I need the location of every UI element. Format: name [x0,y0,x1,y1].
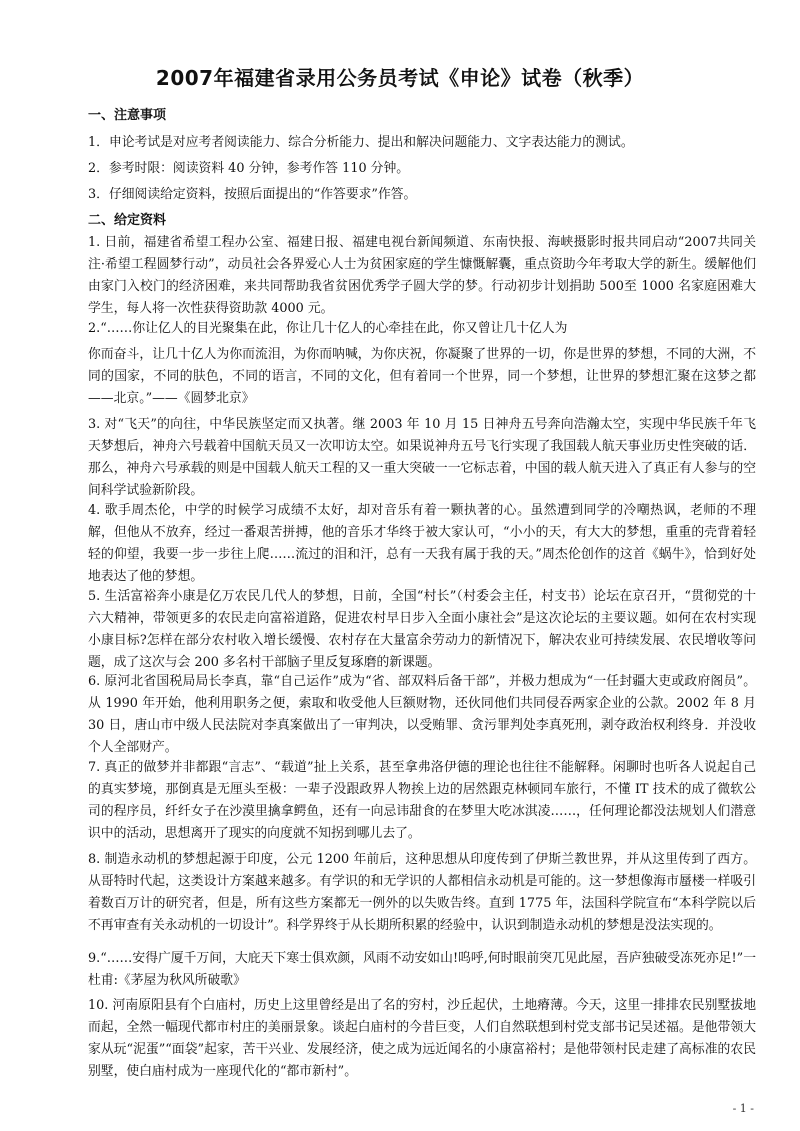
material-paragraph: 5. 生活富裕奔小康是亿万农民几代人的梦想，日前，全国“村长”（村委会主任，村支书）论坛在京召开，“贯彻党的十六大精神，带领更多的农民走向富裕道路，促进农村早日步入全面小康社会”是这次论坛的主要议题。如何在农村实现小康目标?怎样在部分农村收入增长缓慢、农村存在大量富余劳动力的新情况下，解决农业可持续发展、农民增收等问题，成了这次与会 200 多名村干部脑子里反复琢磨的新课题。 [88,589,756,670]
material-paragraph: 1. 日前，福建省希望工程办公室、福建日报、福建电视台新闻频道、东南快报、海峡摄影时报共同启动“2007共同关注·希望工程圆梦行动”，动员社会各界爱心人士为贫困家庭的学生慷慨解囊，重点资助今年考取大学的新生。缓解他们由家门入校门的经济困难，来共同帮助我省贫困优秀学子圆大学的梦。行动初步计划捐助 500至 1000 名家庭困难大学生，每人将一次性获得资助款 4000 元。 [88,235,756,316]
section-heading-notes: 一、注意事项 [88,108,167,123]
material-paragraph: 6. 原河北省国税局局长李真，靠“自己运作”成为“省、部双料后备干部”，并极力想成为“一任封疆大吏或政府阁员”。从 1990 年开始，他利用职务之便，索取和收受他人巨额财物，还伙同他们共同侵吞两家企业的公款。2002 年 8 月 30 日，唐山市中级人民法院对李真案做出了一审判决，以受贿罪、贪污罪判处李真死刑，剥夺政治权利终身．并没收个人全部财产。 [88,674,756,755]
note-item: 2．参考时限：阅读资料 40 分钟，参考作答 110 分钟。 [88,161,410,176]
page-title: 2007年福建省录用公务员考试《申论》试卷（秋季） [155,66,645,90]
note-item: 3．仔细阅读给定资料，按照后面提出的“作答要求”作答。 [88,187,417,202]
material-paragraph: 4. 歌手周杰伦，中学的时候学习成绩不太好，却对音乐有着一颗执著的心。虽然遭到同学的冷嘲热讽，老师的不理解，但他从不放弃，经过一番艰苦拼搏，他的音乐才华终于被大家认可，“小小的天，有大大的梦想，重重的壳背着轻轻的仰望，我要一步一步往上爬……流过的泪和汗，总有一天我有属于我的天。”周杰伦创作的这首《蜗牛》，恰到好处地表达了他的梦想。 [88,503,756,584]
material-paragraph: 7. 真正的做梦并非都跟“言志”、“载道”扯上关系，甚至拿弗洛伊德的理论也往往不能解释。闲聊时也听各人说起自己的真实梦境，那倒真是无厘头至极：一辈子没跟政界人物挨上边的居然跟克林顿同车旅行，不懂 IT 技术的成了微软公司的程序员，纤纤女子在沙漠里擒拿鳄鱼，还有一向忌讳甜食的在梦里大吃冰淇凌……，任何理论都没法规划人们潜意识中的活动，思想离开了现实的向度就不知拐到哪儿去了。 [88,760,756,841]
material-paragraph: 10. 河南原阳县有个白庙村，历史上这里曾经是出了名的穷村，沙丘起伏，土地瘠薄。今天，这里一排排农民别墅拔地而起，全然一幅现代都市村庄的美丽景象。谈起白庙村的今昔巨变，人们自然联想到村党支部书记吴述福。是他带领大家从玩“泥蛋”“面袋”起家，苦干兴业、发展经济，使之成为远近闻名的小康富裕村；是他带领村民走建了高标准的农民别墅，使白庙村成为一座现代化的“都市新村”。 [88,998,756,1079]
page-number: - 1 - [732,1102,754,1115]
material-paragraph: 3. 对“飞天”的向往，中华民族坚定而又执著。继 2003 年 10 月 15 日神舟五号奔向浩瀚太空，实现中华民族千年飞天梦想后，神舟六号载着中国航天员又一次叩访太空。如果说神舟五号飞行实现了我国载人航天事业历史性突破的话．那么，神舟六号承载的则是中国载人航天工程的又一重大突破一一它标志着，中国的载人航天进入了真正有人参与的空间科学试验新阶段。 [88,417,756,498]
material-paragraph: 你而奋斗，让几十亿人为你而流泪，为你而呐喊，为你庆祝，你凝聚了世界的一切，你是世界的梦想，不同的大洲，不同的国家，不同的肤色，不同的语言，不同的文化，但有着同一个世界，同一个梦想，让世界的梦想汇聚在这梦之都——北京。”——《圆梦北京》 [88,347,756,406]
note-item: 1．申论考试是对应考者阅读能力、综合分析能力、提出和解决问题能力、文字表达能力的测试。 [88,135,634,150]
section-heading-materials: 二、给定资料 [88,213,167,228]
material-paragraph: 8. 制造永动机的梦想起源于印度，公元 1200 年前后，这种思想从印度传到了伊斯兰教世界，并从这里传到了西方。从哥特时代起，这类设计方案越来越多。有学识的和无学识的人都相信永动机是可能的。这一梦想像海市蜃楼一样吸引着数百万计的研究者，但是，所有这些方案都无一例外的以失败告终。直到 1775 年，法国科学院宣布“本科学院以后不再审查有关永动机的一切设计”。科学界终于从长期所积累的经验中，认识到制造永动机的梦想是没法实现的。 [88,852,756,933]
material-paragraph: 2.“……你让亿人的目光聚集在此，你让几十亿人的心牵挂在此，你又曾让几十亿人为 [88,321,568,336]
material-paragraph: 9.“……安得广厦千万间，大庇天下寒士俱欢颜，风雨不动安如山!呜呼,何时眼前突兀见此屋，吾庐独破受冻死亦足!”一杜甫:《茅屋为秋风所破歌》 [88,951,756,988]
